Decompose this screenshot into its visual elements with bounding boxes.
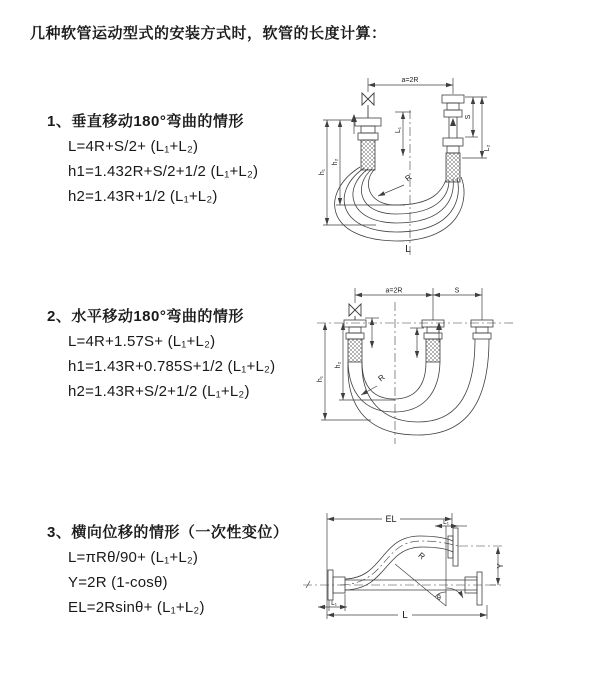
formula-line: L=4R+S/2+ (L₁+L₂): [68, 138, 199, 155]
dimension-lines: [321, 288, 482, 420]
formula-line: EL=2Rsinθ+ (L₁+L₂): [68, 599, 205, 616]
radius-label: R: [376, 372, 387, 384]
formula-line: L=πRθ/90+ (L₁+L₂): [68, 549, 199, 566]
hose-loops: [335, 167, 464, 241]
dim-label-a2r: a=2R: [401, 77, 419, 84]
diagram-horizontal-180-bend: [315, 282, 597, 450]
valve-icon: [349, 304, 361, 320]
radius-label: R: [416, 550, 427, 562]
formula-line: h2=1.43R+1/2 (L₁+L₂): [68, 188, 218, 205]
dim-label-l2: L₂: [484, 144, 491, 152]
dim-label-s: S: [465, 114, 472, 120]
page-title: 几种软管运动型式的安装方式时，软管的长度计算：: [30, 25, 387, 42]
dim-label-h1: h₁: [319, 168, 326, 176]
dim-label-el: EL: [385, 514, 397, 524]
dim-label-h2: h₂: [332, 158, 339, 166]
dim-label-a2r: a=2R: [385, 287, 403, 295]
formula-line: h1=1.432R+S/2+1/2 (L₁+L₂): [68, 163, 259, 180]
length-label: L: [405, 244, 411, 255]
diagram-vertical-180-bend: [310, 70, 595, 265]
section-3: [47, 520, 288, 620]
right-pipe-fitting: [442, 95, 464, 182]
hose-loops: [348, 339, 489, 435]
dim-label-l1-left: L₁: [331, 600, 337, 607]
section-1-heading: 1、垂直移动180°弯曲的情形: [47, 113, 244, 130]
movement-arrow-icon: [351, 114, 456, 126]
formula-line: L=4R+1.57S+ (L₁+L₂): [68, 333, 216, 350]
angle-label: θ: [437, 595, 441, 602]
formula-line: Y=2R (1-cosθ): [68, 574, 168, 591]
middle-pipe-fitting: [422, 320, 444, 362]
upper-right-flange: [448, 528, 458, 566]
formula-line: h2=1.43R+S/2+1/2 (L₁+L₂): [68, 383, 250, 400]
hose-s-curve: [345, 536, 453, 590]
formula-line: h1=1.43R+0.785S+1/2 (L₁+L₂): [68, 358, 276, 375]
radius-label: R: [403, 172, 414, 184]
centerline-break-mark: [306, 581, 310, 588]
diagram-lateral-displacement: [300, 500, 598, 632]
dim-label-y: Y: [496, 563, 505, 569]
section-2: [47, 304, 275, 404]
left-pipe-fitting: [344, 320, 366, 362]
section-1: [47, 109, 258, 209]
dim-label-h2: h₂: [335, 361, 342, 369]
length-label: L: [402, 610, 408, 621]
dim-label-h1: h₁: [317, 375, 324, 383]
dim-label-l1-top: L₁: [443, 519, 449, 526]
dimension-lines: [318, 513, 498, 619]
dimension-lines: [323, 78, 487, 225]
section-3-heading: 3、横向位移的情形（一次性变位）: [47, 524, 289, 541]
section-2-heading: 2、水平移动180°弯曲的情形: [47, 308, 244, 325]
left-pipe-fitting: [355, 118, 381, 170]
valve-icon: [362, 93, 374, 118]
dim-label-s: S: [454, 287, 460, 295]
lower-right-flange: [465, 572, 482, 605]
dim-label-l1: L₁: [395, 126, 402, 134]
